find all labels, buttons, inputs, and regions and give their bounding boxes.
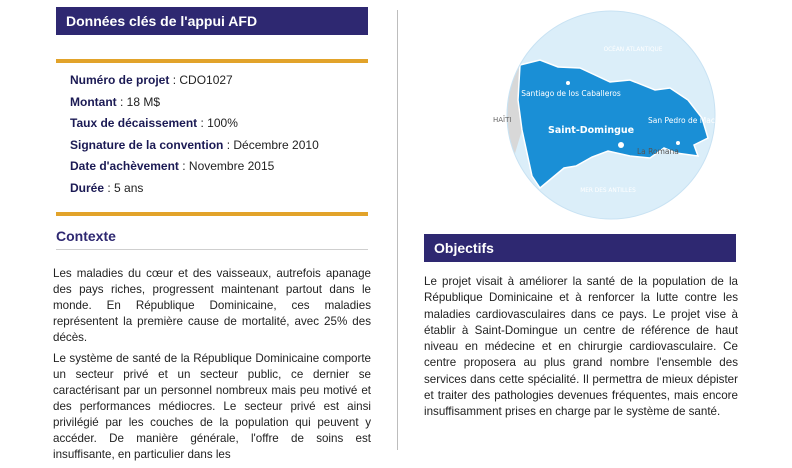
context-rule bbox=[56, 249, 368, 250]
la-romana-marker bbox=[676, 141, 680, 145]
key-data-list bbox=[70, 70, 319, 199]
key-row-signature bbox=[70, 135, 319, 157]
san-pedro-label: San Pedro de Macoris bbox=[648, 116, 729, 125]
haiti-label: HAÏTI bbox=[493, 116, 512, 124]
key-label: Taux de décaissement bbox=[70, 116, 198, 130]
key-row-completion bbox=[70, 156, 319, 178]
santiago-label: Santiago de los Caballeros bbox=[521, 89, 621, 98]
key-value: : 100% bbox=[197, 116, 238, 130]
column-divider bbox=[397, 10, 398, 450]
gold-rule-bottom bbox=[56, 212, 368, 216]
key-row-duration bbox=[70, 178, 319, 200]
context-text bbox=[53, 266, 371, 468]
key-label: Durée bbox=[70, 180, 105, 195]
ocean-label: OCÉAN ATLANTIQUE bbox=[603, 47, 663, 53]
key-value: : 18 M$ bbox=[116, 94, 161, 109]
context-title: Contexte bbox=[56, 228, 116, 244]
key-row-amount bbox=[70, 92, 319, 114]
key-label: Numéro de projet bbox=[70, 73, 170, 87]
objectives-text: Le projet visait à améliorer la santé de la population de la République Dominicaine et à renforcer la lutte contre les maladies cardiovasculaires dans ce pays. Le projet vise à établir à Saint-Domingue un centre de référence de haut niveau en médecine et en chirurgie cardiovasculaire. Ce centre proposera au plus grand nombre l'ensemble des services dans cette spécialité. Il permettra de mieux dépister et traiter des pathologies devenues fréquentes, mais encore insuffisamment prises en charge par le système de santé. bbox=[424, 275, 738, 419]
context-paragraph: Les maladies du cœur et des vaisseaux, autrefois apanage des pays riches, progressent maintenant partout dans le monde. En République Dominicaine, ces maladies représentent la première cause de mortalité, avec 25% des décès. bbox=[53, 267, 371, 344]
sea-label: MER DES ANTILLES bbox=[580, 188, 636, 194]
santo-domingo-marker bbox=[618, 142, 624, 148]
key-value: : 5 ans bbox=[104, 180, 144, 195]
santiago-marker bbox=[566, 81, 570, 85]
la-romana-label: La Romana bbox=[637, 147, 679, 156]
key-label: Date d'achèvement bbox=[70, 159, 179, 173]
key-row-project-number bbox=[70, 70, 319, 92]
key-label: Signature de la convention bbox=[70, 137, 224, 152]
gold-rule-top bbox=[56, 59, 368, 63]
key-data-header: Données clés de l'appui AFD bbox=[56, 7, 368, 35]
key-row-disbursement bbox=[70, 113, 319, 135]
objectives-header: Objectifs bbox=[424, 234, 736, 262]
key-value: : Novembre 2015 bbox=[178, 159, 275, 173]
context-paragraph: Le système de santé de la République Dominicaine comporte un secteur privé et un secteur public, ce dernier se caractérisant par un personnel nombreux mais peu motivé et des performances médiocres. Le secteur privé est ainsi privilégié par les couches de la population qui peuvent y accéder. De manière générale, l'offre de soins est insuffisante, en particulier dans les bbox=[53, 352, 371, 461]
dominican-republic-map bbox=[480, 10, 742, 220]
key-label: Montant bbox=[70, 94, 117, 109]
key-value: : CDO1027 bbox=[169, 73, 233, 87]
santo-domingo-label: Saint-Domingue bbox=[548, 125, 635, 136]
key-value: : Décembre 2010 bbox=[223, 137, 319, 152]
